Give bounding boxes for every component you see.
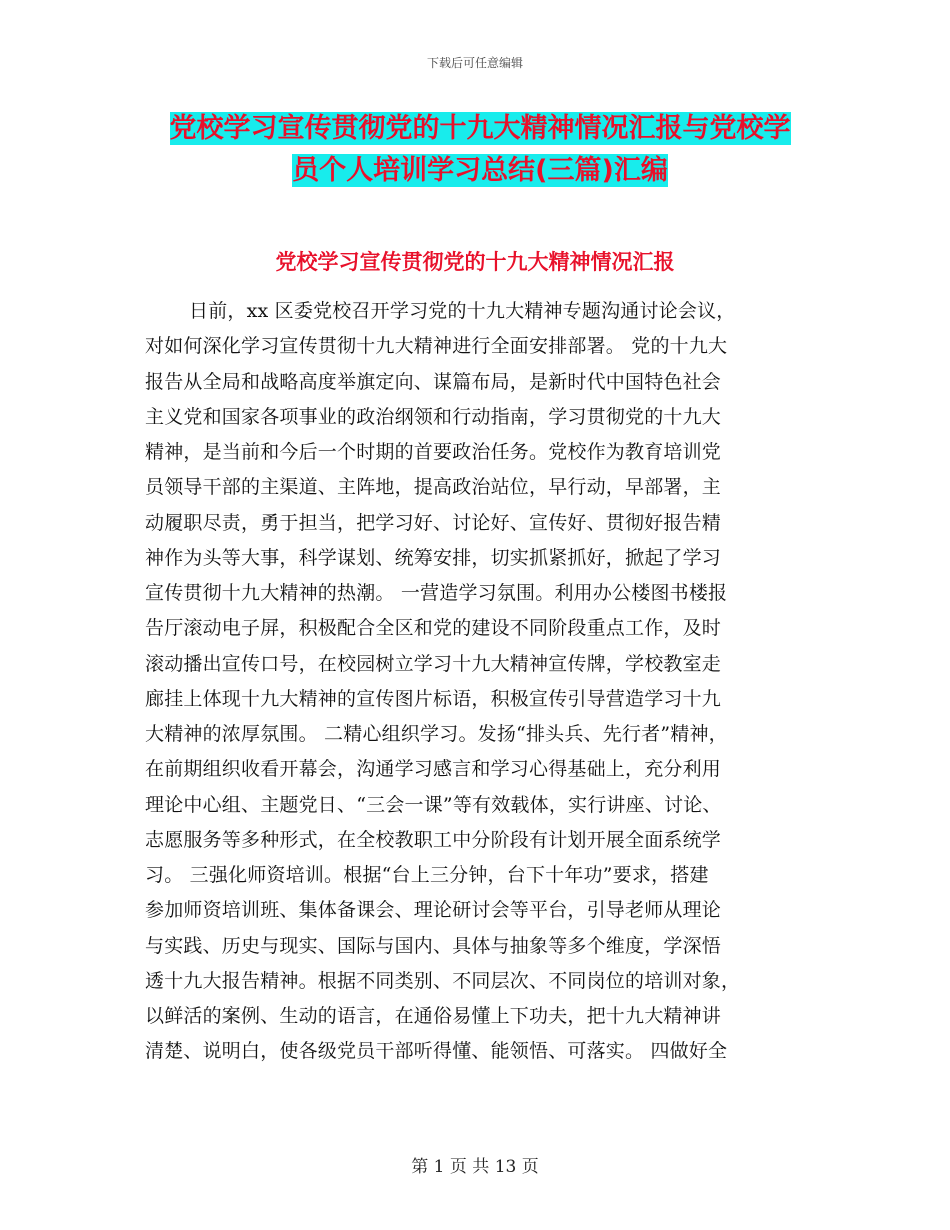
body-line: 志愿服务等多种形式，在全校教职工中分阶段有计划开展全面系统学 xyxy=(145,828,722,851)
body-line: 主义党和国家各项事业的政治纲领和行动指南，学习贯彻党的十九大 xyxy=(145,405,722,428)
body-line: 与实践、历史与现实、国际与国内、具体与抽象等多个维度，学深悟 xyxy=(145,934,722,957)
body-line: 大精神的浓厚氛围。 二精心组织学习。发扬“排头兵、先行者”精神， xyxy=(145,723,728,745)
title-line-2 xyxy=(150,150,810,192)
body-line: 报告从全局和战略高度举旗定向、谋篇布局，是新时代中国特色社会 xyxy=(145,370,722,393)
body-line: 对如何深化学习宣传贯彻十九大精神进行全面安排部署。 党的十九大 xyxy=(145,335,728,358)
body-line: 在前期组织收看开幕会，沟通学习感言和学习心得基础上，充分利用 xyxy=(145,758,722,781)
body-line: 廊挂上体现十九大精神的宣传图片标语，积极宣传引导营造学习十九 xyxy=(145,687,722,710)
body-line: 动履职尽责，勇于担当，把学习好、讨论好、宣传好、贯彻好报告精 xyxy=(145,511,722,534)
title-line-1-text: 党校学习宣传贯彻党的十九大精神情况汇报与党校学 xyxy=(169,113,791,144)
body-line: 员领导干部的主渠道、主阵地，提高政治站位，早行动，早部署，主 xyxy=(145,476,722,499)
body-line: 以鲜活的案例、生动的语言，在通俗易懂上下功夫，把十九大精神讲 xyxy=(145,1005,722,1027)
body-line: 清楚、说明白，使各级党员干部听得懂、能领悟、可落实。 四做好全 xyxy=(145,1040,728,1063)
body-line: 神作为头等大事，科学谋划、统筹安排，切实抓紧抓好，掀起了学习 xyxy=(145,546,722,569)
title-line-2-text: 员个人培训学习总结(三篇)汇编 xyxy=(292,155,668,186)
body-line: 告厅滚动电子屏，积极配合全区和党的建设不同阶段重点工作，及时 xyxy=(145,617,722,640)
body-line: 日前，xx 区委党校召开学习党的十九大精神专题沟通讨论会议， xyxy=(189,300,736,322)
body-line: 参加师资培训班、集体备课会、理论研讨会等平台，引导老师从理论 xyxy=(145,899,722,922)
body-line: 理论中心组、主题党日、“三会一课”等有效载体，实行讲座、讨论、 xyxy=(145,793,722,816)
page-number: 第 1 页 共 13 页 xyxy=(411,1157,539,1177)
section-title: 党校学习宣传贯彻党的十九大精神情况汇报 xyxy=(275,250,675,274)
body-line: 透十九大报告精神。根据不同类别、不同层次、不同岗位的培训对象， xyxy=(145,969,741,992)
title-line-1 xyxy=(150,108,810,150)
body-line: 精神，是当前和今后一个时期的首要政治任务。党校作为教育培训党 xyxy=(145,441,722,463)
body-line: 习。 三强化师资培训。根据“台上三分钟，台下十年功”要求，搭建 xyxy=(145,864,709,886)
body-text xyxy=(145,294,815,1070)
body-line: 宣传贯彻十九大精神的热潮。 一营造学习氛围。利用办公楼图书楼报 xyxy=(145,582,728,604)
body-line: 滚动播出宣传口号，在校园树立学习十九大精神宣传牌，学校教室走 xyxy=(145,652,722,675)
document-title xyxy=(150,108,810,192)
header-note: 下载后可任意编辑 xyxy=(426,56,523,70)
